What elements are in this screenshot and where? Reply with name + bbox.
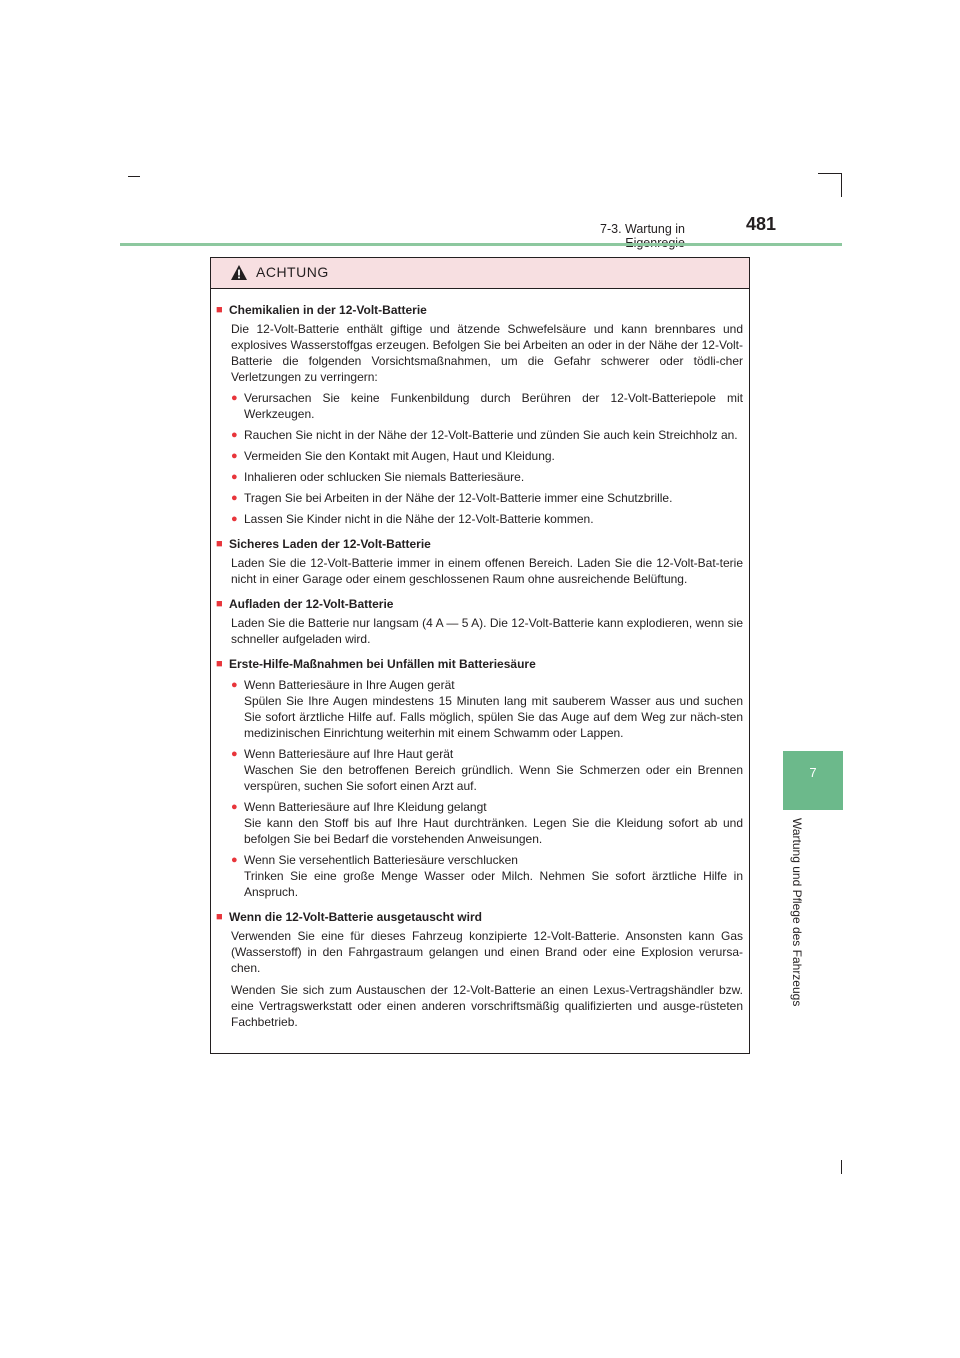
warning-box bbox=[210, 257, 750, 1054]
chapter-side-text: Wartung und Pflege des Fahrzeugs bbox=[790, 818, 804, 1007]
chapter-side-label bbox=[789, 818, 809, 1023]
header-rule bbox=[120, 243, 842, 246]
section-text: Verwenden Sie eine für dieses Fahrzeug konzipierte 12-Volt-Batterie. Ansonsten kann Gas (Wasserstoff) in den Fahrgastraum gelangen und einen Brand oder eine Explosion verursa-chen. bbox=[231, 929, 743, 975]
section-heading: ■ Wenn die 12-Volt-Batterie ausgetauscht wird bbox=[216, 910, 482, 924]
section-heading: ■ Chemikalien in der 12-Volt-Batterie bbox=[216, 303, 427, 317]
bullet-icon: ● bbox=[231, 471, 238, 483]
bullet-icon: ● bbox=[231, 450, 238, 462]
section-square-icon: ■ bbox=[216, 538, 223, 550]
warning-content bbox=[211, 294, 749, 1030]
section-heading: ■ Aufladen der 12-Volt-Batterie bbox=[216, 597, 394, 611]
chapter-tab bbox=[783, 751, 843, 810]
list-item: ● Wenn Batteriesäure in Ihre Augen gerät Spülen Sie Ihre Augen mindestens 15 Minuten lang mit sauberem Wasser aus und suchen Sie sofort ärztliche Hilfe auf. Falls möglich, spülen Sie das Auge auf dem Weg zur näch-sten medizinischen Einrichtung weiterhin mit einem Schwamm oder Lappen. bbox=[231, 678, 743, 740]
bullet-icon: ● bbox=[231, 392, 238, 404]
page-number: 481 bbox=[745, 214, 776, 234]
warning-triangle-icon bbox=[231, 265, 247, 280]
list-item: ● Lassen Sie Kinder nicht in die Nähe der 12-Volt-Batterie kommen. bbox=[231, 512, 594, 526]
section-text: Die 12-Volt-Batterie enthält giftige und ätzende Schwefelsäure und kann brennbares und explosives Wasserstoffgas erzeugen. Befolgen Sie bei Arbeiten an oder in der Nähe der 12-Volt-Batterie die folgenden Vorsichtsmaßnahmen, um die Gefahr schwerer oder tödli-cher Verletzungen zu verringern: bbox=[231, 322, 743, 384]
list-item: ● Tragen Sie bei Arbeiten in der Nähe der 12-Volt-Batterie immer eine Schutzbrille. bbox=[231, 491, 673, 505]
bullet-icon: ● bbox=[231, 492, 238, 504]
section-square-icon: ■ bbox=[216, 598, 223, 610]
list-item: ● Wenn Batteriesäure auf Ihre Haut gerät Waschen Sie den betroffenen Bereich gründlich. Wenn Sie Schmerzen oder ein Brennen verspüren, suchen Sie sofort einen Arzt auf. bbox=[231, 747, 743, 793]
section-square-icon: ■ bbox=[216, 304, 223, 316]
bullet-icon: ● bbox=[231, 854, 238, 866]
list-item: ● Vermeiden Sie den Kontakt mit Augen, Haut und Kleidung. bbox=[231, 449, 555, 463]
list-item: ● Verursachen Sie keine Funkenbildung durch Berühren der 12-Volt-Batteriepole mit Werkzeugen. bbox=[231, 391, 743, 421]
list-item: ● Rauchen Sie nicht in der Nähe der 12-Volt-Batterie und zünden Sie auch kein Streichholz an. bbox=[231, 428, 738, 442]
bullet-icon: ● bbox=[231, 513, 238, 525]
warning-header bbox=[211, 258, 749, 289]
bullet-icon: ● bbox=[231, 679, 238, 691]
section-text: Laden Sie die 12-Volt-Batterie immer in einem offenen Bereich. Laden Sie die 12-Volt-Bat-terie nicht in einer Garage oder einem geschlossenen Raum ohne ausreichende Belüftung. bbox=[231, 556, 743, 586]
list-item: ● Wenn Batteriesäure auf Ihre Kleidung gelangt Sie kann den Stoff bis auf Ihre Haut durchtränken. Legen Sie die Kleidung sofort ab und befolgen Sie bei Bedarf die vorstehenden Anweisungen. bbox=[231, 800, 743, 846]
section-heading: ■ Sicheres Laden der 12-Volt-Batterie bbox=[216, 537, 431, 551]
bullet-icon: ● bbox=[231, 748, 238, 760]
crop-mark bbox=[128, 176, 140, 177]
list-item: ● Wenn Sie versehentlich Batteriesäure verschlucken Trinken Sie eine große Menge Wasser oder Milch. Nehmen Sie sofort ärztliche Hilfe in Anspruch. bbox=[231, 853, 743, 899]
bullet-icon: ● bbox=[231, 429, 238, 441]
header-section-title: 7-3. Wartung in bbox=[600, 222, 685, 236]
section-text: Laden Sie die Batterie nur langsam (4 A — 5 A). Die 12-Volt-Batterie kann explodieren, wenn sie schneller aufgeladen wird. bbox=[231, 616, 743, 646]
chapter-tab-number: 7 bbox=[809, 765, 817, 780]
crop-mark bbox=[818, 173, 842, 174]
list-item: ● Inhalieren oder schlucken Sie niemals Batteriesäure. bbox=[231, 470, 525, 484]
crop-mark bbox=[841, 1160, 842, 1174]
warning-title: ACHTUNG bbox=[256, 264, 329, 280]
section-square-icon: ■ bbox=[216, 911, 223, 923]
section-heading: ■ Erste-Hilfe-Maßnahmen bei Unfällen mit Batteriesäure bbox=[216, 657, 536, 671]
bullet-icon: ● bbox=[231, 801, 238, 813]
section-text: Wenden Sie sich zum Austauschen der 12-Volt-Batterie an einen Lexus-Vertragshändler bzw. eine Vertragswerkstatt oder einen anderen vorschriftsmäßig qualifizierten und ausge-rüsteten Fachbetrieb. bbox=[231, 983, 743, 1029]
section-square-icon: ■ bbox=[216, 658, 223, 670]
crop-mark bbox=[841, 173, 842, 197]
